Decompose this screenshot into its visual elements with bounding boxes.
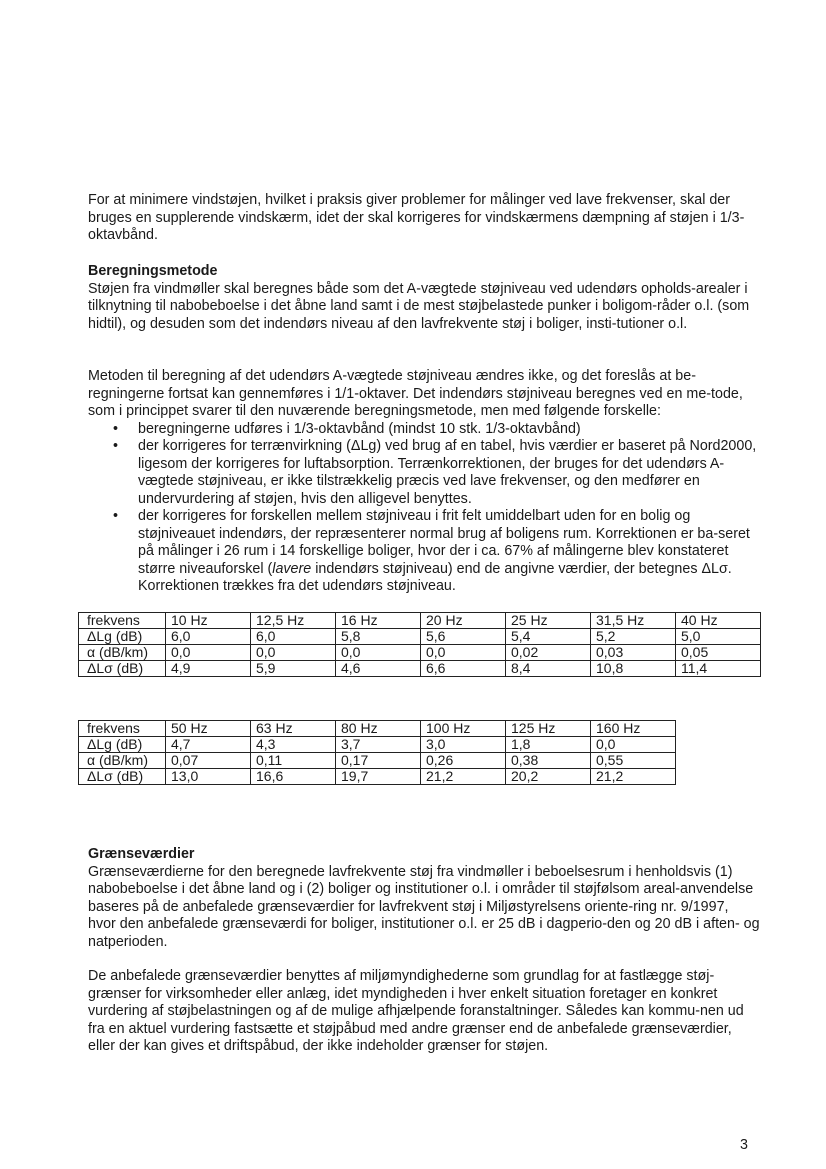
frequency-table-1 — [78, 612, 761, 677]
limits-paragraph-1: Grænseværdierne for den beregnede lavfrekvente støj fra vindmøller i beboelsesrum i henholdsvis (1) nabobeboelse i det åbne land og i (2) boliger og institutioner o.l. i områder til støjfølsom areal-anvendelse baseres på de anbefalede grænseværdier for lavfrekvent støj i Miljøstyrelsens oriente-ring nr. 9/1997, hvor den anbefalede grænseværdi for boliger, institutioner o.l. er 25 dB i dagperio-den og 20 dB i aften- og natperioden. — [88, 863, 760, 950]
table-cell: 0,17 — [336, 753, 421, 769]
table-cell: 5,9 — [251, 661, 336, 677]
table-cell: 6,0 — [251, 629, 336, 645]
table-cell: 0,0 — [336, 645, 421, 661]
table-cell: 0,0 — [421, 645, 506, 661]
table-row — [79, 737, 676, 753]
table-cell: 5,4 — [506, 629, 591, 645]
table-cell: 4,3 — [251, 737, 336, 753]
row-label-cell: frekvens — [79, 613, 166, 629]
table-row — [79, 753, 676, 769]
row-label-cell: ΔLσ (dB) — [79, 769, 166, 785]
table-row — [79, 721, 676, 737]
table-cell: 8,4 — [506, 661, 591, 677]
limits-heading: Grænseværdier — [88, 846, 195, 862]
table-cell: 0,55 — [591, 753, 676, 769]
table-cell: 12,5 Hz — [251, 613, 336, 629]
table-cell: 19,7 — [336, 769, 421, 785]
table-cell: 6,6 — [421, 661, 506, 677]
table-row — [79, 645, 761, 661]
row-label-cell: frekvens — [79, 721, 166, 737]
frequency-table-2 — [78, 720, 676, 785]
method-paragraph-2-section — [88, 368, 760, 596]
table-cell: 0,0 — [591, 737, 676, 753]
table-cell: 16 Hz — [336, 613, 421, 629]
table-cell: 100 Hz — [421, 721, 506, 737]
row-label-cell: α (dB/km) — [79, 645, 166, 661]
bullet-3-text-b: indendørs støjniveau) end de angivne værdier, der betegnes ΔLσ. Korrektionen trækkes fra det udendørs støjniveau. — [138, 560, 732, 594]
intro-paragraph: For at minimere vindstøjen, hvilket i praksis giver problemer for målinger ved lave frekvenser, skal der bruges en supplerende vindskærm, idet der skal korrigeres for vindskærmens dæmpning af støjen i 1/3-oktavbånd. — [88, 192, 745, 243]
limits-paragraph-2: De anbefalede grænseværdier benyttes af miljømyndighederne som grundlag for at fastlægge støj-grænser for virksomheder eller anlæg, idet myndigheden i hver enkelt situation foretager en konkret vurdering af støjbelastningen og af de mulige afhjælpende foranstaltninger. Således kan kommu-nen ud fra en aktuel vurdering fastsætte et støjpåbud med andre grænser end de anbefalede grænseværdier, eller der kan gives et driftspåbud, der ikke indeholder grænser for støjen. — [88, 968, 744, 1054]
table-row — [79, 629, 761, 645]
limits-section — [88, 846, 760, 951]
method-heading: Beregningsmetode — [88, 263, 218, 279]
row-label-cell: ΔLg (dB) — [79, 629, 166, 645]
table-cell: 20,2 — [506, 769, 591, 785]
row-label-cell: ΔLσ (dB) — [79, 661, 166, 677]
row-label-cell: α (dB/km) — [79, 753, 166, 769]
table-cell: 4,7 — [166, 737, 251, 753]
table-cell: 21,2 — [591, 769, 676, 785]
table-cell: 11,4 — [676, 661, 761, 677]
table-cell: 21,2 — [421, 769, 506, 785]
table-row — [79, 769, 676, 785]
table-cell: 6,0 — [166, 629, 251, 645]
table-cell: 0,0 — [251, 645, 336, 661]
table-cell: 3,7 — [336, 737, 421, 753]
table-cell: 0,02 — [506, 645, 591, 661]
table-cell: 1,8 — [506, 737, 591, 753]
table-cell: 63 Hz — [251, 721, 336, 737]
list-item — [88, 421, 760, 439]
table-cell: 0,11 — [251, 753, 336, 769]
table-row — [79, 661, 761, 677]
table-cell: 125 Hz — [506, 721, 591, 737]
table-cell: 25 Hz — [506, 613, 591, 629]
table-cell: 4,9 — [166, 661, 251, 677]
table-cell: 0,05 — [676, 645, 761, 661]
table-cell: 0,0 — [166, 645, 251, 661]
table-cell: 160 Hz — [591, 721, 676, 737]
bullet-3-emphasis: lavere — [272, 560, 312, 577]
bullet-3-text-a: der korrigeres for forskellen mellem støjniveau i frit felt umiddelbart uden for en bolig og støjniveauet indendørs, der repræsenterer normal brug af boligens rum. Korrektionen er ba-seret på målinger i 26 rum i 14 forskellige boliger, hvor der i ca. 67% af målingerne blev konstateret større niveauforskel ( — [138, 508, 750, 577]
table-cell: 5,6 — [421, 629, 506, 645]
table-cell: 5,2 — [591, 629, 676, 645]
method-paragraph-1: Støjen fra vindmøller skal beregnes både som det A-vægtede støjniveau ved udendørs opholds-arealer i tilknytning til nabobeboelse i det åbne land samt i de mest støjbelastede punker i boligom-råder o.l. (som hidtil), og desuden som det indendørs niveau af den lavfrekvente støj i boliger, insti-tutioner o.l. — [88, 280, 750, 332]
method-section — [88, 263, 760, 333]
table-cell: 0,07 — [166, 753, 251, 769]
table-cell: 40 Hz — [676, 613, 761, 629]
list-item — [88, 438, 760, 508]
method-paragraph-2: Metoden til beregning af det udendørs A-vægtede støjniveau ændres ikke, og det foreslås at be-regningerne fortsat kan gennemføres i 1/1-oktaver. Det indendørs støjniveau beregnes ved en me-tode, som i princippet svarer til den nuværende beregningsmetode, men med følgende forskelle: — [88, 368, 743, 419]
row-label-cell: ΔLg (dB) — [79, 737, 166, 753]
differences-list — [88, 421, 760, 596]
table-cell: 0,26 — [421, 753, 506, 769]
table-cell: 31,5 Hz — [591, 613, 676, 629]
page-number: 3 — [740, 1137, 748, 1153]
table-cell: 5,0 — [676, 629, 761, 645]
table-cell: 3,0 — [421, 737, 506, 753]
table-cell: 50 Hz — [166, 721, 251, 737]
bullet-2-text: der korrigeres for terrænvirkning (ΔLg) ved brug af en tabel, hvis værdier er baseret på Nord2000, ligesom der korrigeres for luftabsorption. Terrænkorrektionen, der bruges for det udendørs A-vægtede støjniveau, er ikke tilstrækkelig præcis ved lave frekvenser, og den medfører en undervurdering af støjen, hvis den alligevel benyttes. — [138, 438, 757, 507]
table-cell: 10 Hz — [166, 613, 251, 629]
table-cell: 16,6 — [251, 769, 336, 785]
table-cell: 5,8 — [336, 629, 421, 645]
table-cell: 10,8 — [591, 661, 676, 677]
table-cell: 20 Hz — [421, 613, 506, 629]
bullet-1-text: beregningerne udføres i 1/3-oktavbånd (mindst 10 stk. 1/3-oktavbånd) — [138, 420, 581, 437]
table-cell: 80 Hz — [336, 721, 421, 737]
table-cell: 0,03 — [591, 645, 676, 661]
table-cell: 13,0 — [166, 769, 251, 785]
table-cell: 0,38 — [506, 753, 591, 769]
table-cell: 4,6 — [336, 661, 421, 677]
table-row — [79, 613, 761, 629]
list-item — [88, 508, 760, 596]
